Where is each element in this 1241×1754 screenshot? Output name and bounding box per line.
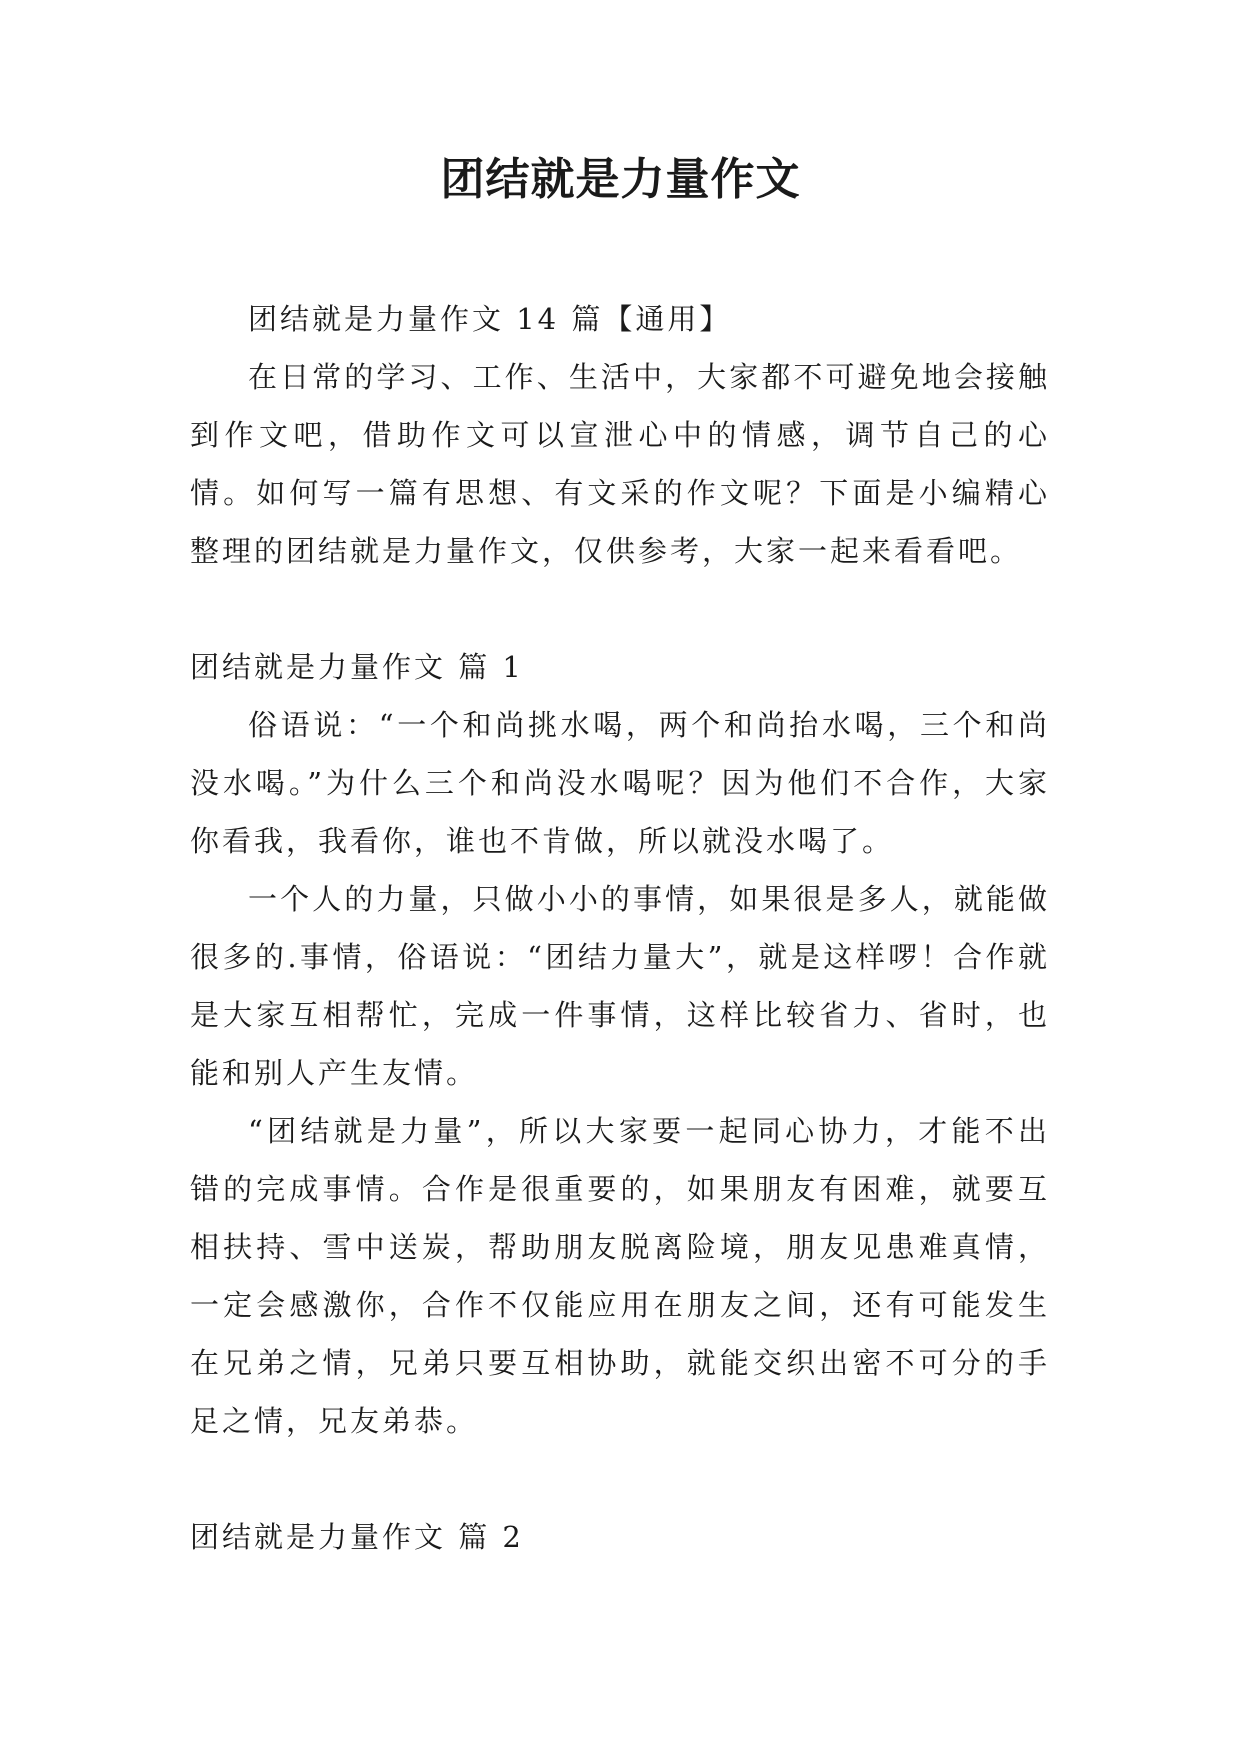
section-1-paragraph-3: “团结就是力量”，所以大家要一起同心协力，才能不出错的完成事情。合作是很重要的，如果朋友有困难，就要互相扶持、雪中送炭，帮助朋友脱离险境，朋友见患难真情，一定会感激你，合作不仅能应用在朋友之间，还有可能发生在兄弟之情，兄弟只要互相协助，就能交织出密不可分的手足之情，兄友弟恭。 — [190, 1114, 1050, 1438]
section-1-paragraph-2: 一个人的力量，只做小小的事情，如果很是多人，就能做很多的.事情，俗语说：“团结力量大”，就是这样啰！合作就是大家互相帮忙，完成一件事情，这样比较省力、省时，也能和别人产生友情。 — [190, 882, 1050, 1090]
section-heading-2: 团结就是力量作文 篇 2 — [190, 1520, 524, 1554]
section-heading-1: 团结就是力量作文 篇 1 — [190, 650, 524, 684]
section-1-paragraph-1: 俗语说：“一个和尚挑水喝，两个和尚抬水喝，三个和尚没水喝。”为什么三个和尚没水喝呢？因为他们不合作，大家你看我，我看你，谁也不肯做，所以就没水喝了。 — [190, 708, 1050, 858]
section-gap — [190, 580, 1050, 638]
document-body — [190, 290, 1050, 1566]
intro-heading: 团结就是力量作文 14 篇【通用】 — [248, 302, 732, 336]
intro-paragraph: 在日常的学习、工作、生活中，大家都不可避免地会接触到作文吧，借助作文可以宣泄心中的情感，调节自己的心情。如何写一篇有思想、有文采的作文呢？下面是小编精心整理的团结就是力量作文，仅供参考，大家一起来看看吧。 — [190, 360, 1050, 568]
section-gap — [190, 1450, 1050, 1508]
document-title: 团结就是力量作文 — [440, 154, 801, 205]
